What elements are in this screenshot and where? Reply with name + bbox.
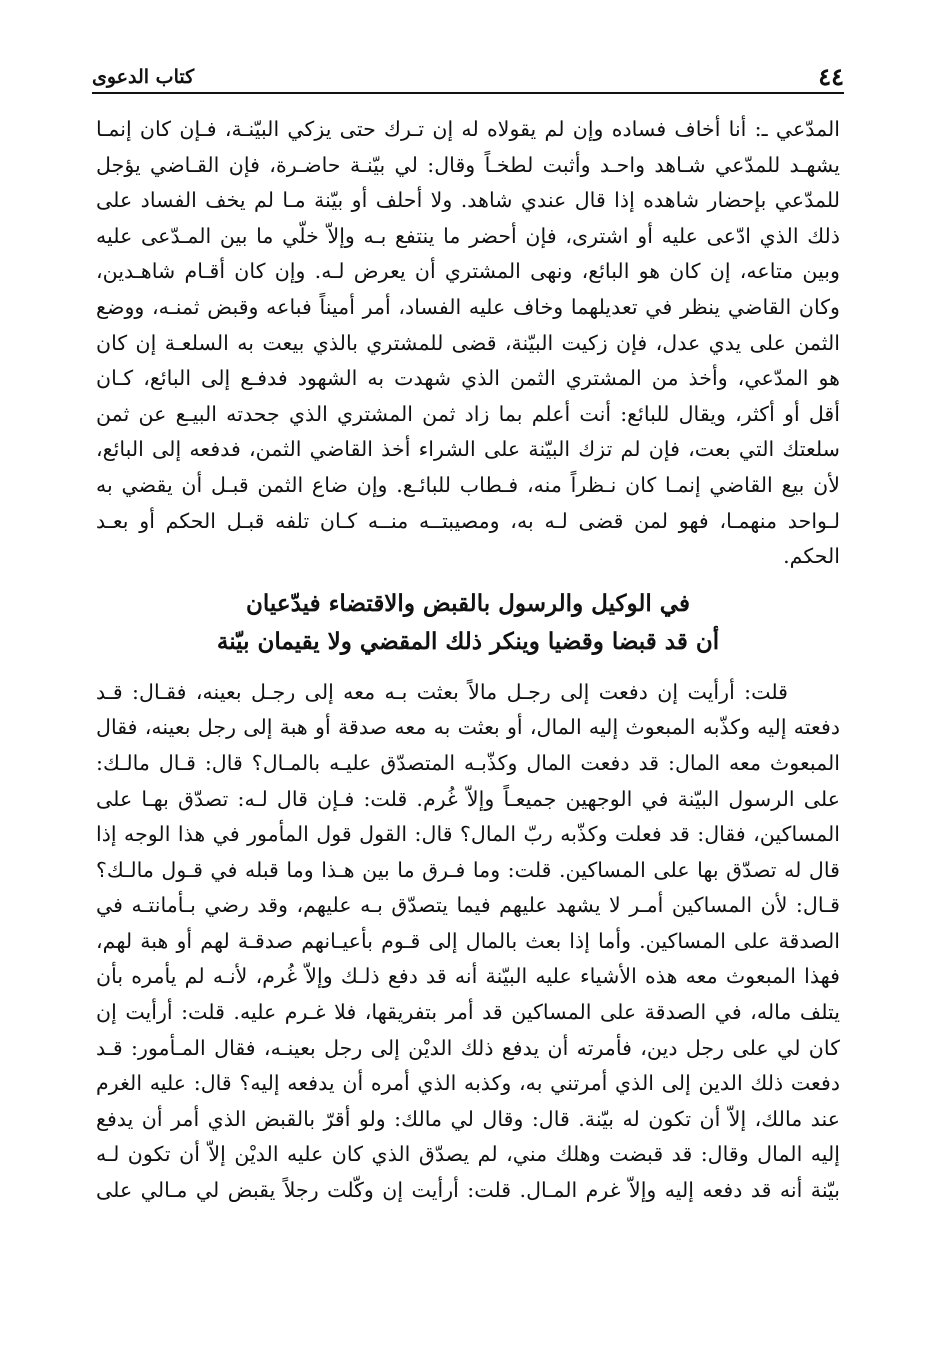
text-line: كان لي على رجل دين، فأمرته أن يدفع ذلك الديْن إلى رجل بعينـه، فقال المـأمور: قـد <box>96 1035 840 1060</box>
text-line: الثمن على يدي عدل، فإن زكيت البيّنة، قضى للمشتري بالذي بيعت به السلعـة إن كان <box>96 330 840 355</box>
text-line: أقل أو أكثر، ويقال للبائع: أنت أعلم بما زاد ثمن المشتري الذي جحدته البيـع عن ثمن <box>96 401 840 426</box>
text-line: وبين متاعه، إن كان هو البائع، ونهى المشتري أن يعرض لـه. وإن كان أقـام شاهـدين، <box>96 259 840 284</box>
text-line: الصدقة على المساكين. وأما إذا بعث بالمال إلى قـوم بأعيـانهم صدقـة لهم أو هبة لهم، <box>96 928 840 953</box>
page-body <box>96 112 840 1209</box>
text-line: للمدّعي بإحضار شاهده إذا قال عندي شاهد. ولا أحلف أو بيّنة مـا لم يخف الفساد على <box>96 188 840 213</box>
text-line: المبعوث معه المال: قد دفعت المال وكذّبـه المتصدّق عليـه بالمـال؟ قال: قـال مالـك: <box>96 750 840 775</box>
text-line: دفعته إليه وكذّبه المبعوث إليه المال، أو بعثت به معه صدقة أو هبة إلى رجل بعينه، فقال <box>96 715 840 740</box>
section-heading <box>96 585 840 661</box>
text-line: سلعتك التي بعت، فإن لم تزك البيّنة على الشراء أخذ القاضي الثمن، فدفعه إلى البائع، <box>96 437 840 462</box>
text-line: إليه المال وقال: قد قبضت وهلك مني، لم يصدّق الذي كان عليه الديْن إلاّ أن تكون لـه <box>96 1142 840 1167</box>
text-line: هو المدّعي، وأخذ من المشتري الثمن الذي شهدت به الشهود فدفـع إلى البائع، كـان <box>96 366 840 391</box>
text-line: قلت: أرأيت إن دفعت إلى رجـل مالاً بعثت بـه معه إلى رجـل بعينه، فقـال: قـد <box>96 679 788 704</box>
page-number: ٤٤ <box>818 62 844 91</box>
text-line: قال له تصدّق بها على المساكين. قلت: وما فـرق ما بين هـذا وما قبله في قـول مالـك؟ <box>96 857 840 882</box>
text-line: قـال: لأن المساكين أمـر لا يشهد عليهم فيما يتصدّق بـه عليهم، وقد رضي بـأمانتـه في <box>96 893 840 918</box>
text-line: على الرسول البيّنة في الوجهين جميعـاً وإلاّ غُرم. قلت: فـإن قال لـه: تصدّق بهـا على <box>96 786 840 811</box>
paragraph-1 <box>96 112 840 575</box>
page-header <box>92 56 844 94</box>
text-line: وكان القاضي ينظر في تعديلهما وخاف عليه الفساد، أمر أميناً فباعه وقبض ثمنـه، ووضع <box>96 294 840 319</box>
text-line: يتلف ماله، في الصدقة على المساكين قد أمر بتفريقها، فلا غـرم عليه. قلت: أرأيت إن <box>96 1000 840 1025</box>
text-line: الحكم. <box>783 544 840 569</box>
text-line: المساكين، فقال: قد فعلت وكذّبه ربّ المال؟ قال: القول قول المأمور في هذا الوجه إذا <box>96 822 840 847</box>
text-line: فهذا المبعوث معه هذه الأشياء عليه البيّنة أنه قد دفع ذلـك وإلاّ غُرم، لأنـه لم يأمره بأن <box>96 964 840 989</box>
text-line: عند مالك، إلاّ أن تكون له بيّنة. قال: وقال لي مالك: ولو أقرّ بالقبض الذي أمر أن يدفع <box>96 1106 840 1131</box>
heading-line-1: في الوكيل والرسول بالقبض والاقتضاء فيدّعيان <box>246 589 690 617</box>
text-line: يشهـد للمدّعي شـاهد واحـد وأثبت لطخـاً وقال: لي بيّنـة حاضـرة، فإن القـاضي يؤجل <box>96 152 840 177</box>
text-line: دفعت ذلك الدين إلى الذي أمرتني به، وكذبه الذي أمره أن يدفعه إليه؟ قال: عليه الغرم <box>96 1071 840 1096</box>
text-line: لـواحد منهمـا، فهو لمن قضى لـه به، ومصيبتــه منــه كـان تلفه قبـل الحكم أو بعـد <box>96 508 840 533</box>
heading-line-2: أن قد قبضا وقضيا وينكر ذلك المقضي ولا يقيمان بيّنة <box>216 627 720 655</box>
paragraph-2 <box>96 675 840 1209</box>
text-line: بيّنة أنه قد دفعه إليه وإلاّ غرم المـال. قلت: أرأيت إن وكّلت رجلاً يقبض لي مـالي على <box>96 1178 840 1203</box>
text-line: ذلك الذي ادّعى عليه أو اشترى، فإن أحضر ما ينتفع بـه وإلاّ خلّي ما بين المـدّعى عليه <box>96 223 840 248</box>
text-line: المدّعي ـ: أنا أخاف فساده وإن لم يقولاه له إن تـرك حتى يزكي البيّنـة، فـإن كان إنمـا <box>96 117 840 141</box>
book-title: كتاب الدعوى <box>92 66 195 88</box>
text-line: لأن بيع القاضي إنمـا كان نـظراً منه، فـطاب للبائـع. وإن ضاع الثمن قبـل أن يقضي به <box>96 472 840 497</box>
